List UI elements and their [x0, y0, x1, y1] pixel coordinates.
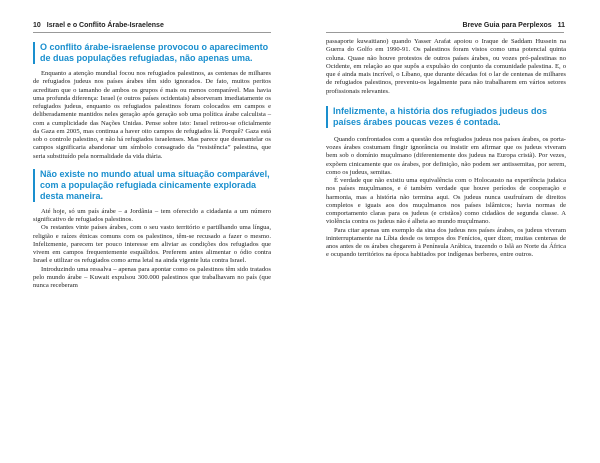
right-running-title: Breve Guia para Perplexos [462, 22, 552, 29]
right-callout-1 [326, 106, 566, 128]
right-paragraph: Para citar apenas um exemplo da sina dos judeus nos países árabes, os judeus viveram ininterruptamente na Líbia desde os tempos dos Fenícios, quer dizer, muitas centenas de anos antes de os árabes chegarem à Península Arábica, trazendo o Islã ao Norte da África e ocupando territórios na época habitados por indígenas berberes, entre outros. [326, 226, 566, 259]
right-page [300, 0, 600, 463]
left-page-number: 10 [33, 22, 41, 29]
left-page-content [33, 38, 271, 290]
left-callout-2 [33, 169, 271, 202]
left-paragraph: Introduzindo uma ressalva – apenas para apontar como os palestinos têm sido tratados pelo mundo árabe – Kuwait expulsou 300.000 palestinos que trabalhavam no país (que nunca receberam [33, 265, 271, 289]
left-paragraph: Enquanto a atenção mundial focou nos refugiados palestinos, as centenas de milhares de refugiados judeus nos países árabes têm sido ignorados. De fato, muitos peritos acreditam que o tamanho de ambos os grupos é mais ou menos comparável. Mas havia uma profunda diferença: Israel (e outros países ocidentais) absorveram imediatamente os refugiados judeus, enquanto os refugiados palestinos foram colocados em campos e deliberadamente mantidos neles geração após geração sob uma política árabe calculista – com a cumplicidade das Nações Unidas. Pense sobre isto: Israel retirou-se oficialmente da Gaza em 2005, mas continua a haver oito campos de refugiados lá. Porquê? Gaza está sob o controle palestino, e não há refugiados israelenses. Mas parece que desmantelar os campos significaria abandonar um símbolo consagrado da “resistência” palestina, que seria substituído pela normalidade da vida diária. [33, 70, 271, 160]
left-paragraph: Até hoje, só um país árabe – a Jordânia – tem oferecido a cidadania a um número significativo de refugiados palestinos. [33, 207, 271, 223]
left-callout-heading-2: Não existe no mundo atual uma situação comparável, com a população refugiada cinicamente explorada desta maneira. [40, 168, 270, 201]
left-callout-1 [33, 42, 271, 64]
right-page-number: 11 [557, 22, 565, 29]
right-header-rule [326, 32, 564, 33]
left-paragraph: Os restantes vinte países árabes, com o seu vasto território e partilhando uma língua, religião e raízes étnicas comuns com os palestinos, têm-se recusado a fazer o mesmo. Infelizmente, parecem ter pouco interesse em aliviar as condições dos refugiados que vivem em campos frequentemente esquálidos. Preferem antes alimentar o ódio contra Israel e utilizar os refugiados como arma letal na ainda vigente luta contra Israel. [33, 224, 271, 265]
left-running-head [33, 22, 164, 29]
right-page-content [326, 38, 566, 260]
right-paragraph: É verdade que não existiu uma equivalência com o Holocausto na experiência judaica nos países muçulmanos, e é também verdade que houve períodos de cooperação e harmonia, mas a história não termina aqui. Os judeus nunca usufruíram de direitos completos e iguais aos dos muçulmanos nos países islâmicos; havia normas de comportamento claras para os judeus (e cristãos) como cidadãos de segunda classe. A violência contra os judeus não é alheia ao mundo muçulmano. [326, 177, 566, 226]
left-page [0, 0, 296, 463]
left-callout-heading-1: O conflito árabe-israelense provocou o aparecimento de duas populações refugiadas, não apenas uma. [40, 42, 269, 63]
right-callout-heading-1: Infelizmente, a história dos refugiados judeus dos países árabes poucas vezes é contada. [333, 105, 548, 127]
left-header-rule [33, 32, 271, 33]
left-running-title: Israel e o Conflito Árabe-Israelense [46, 22, 164, 29]
right-paragraph: Quando confrontados com a questão dos refugiados judeus nos países árabes, os porta-vozes árabes costumam fingir ignorância ou insistir em afirmar que os judeus viveram bem sob o domínio muçulmano (diferentemente dos judeus na Europa cristã). Por vezes, expõem cinicamente que os árabes, por definição, não podem ser antissemitas, por serem, como os judeus, semitas. [326, 135, 566, 176]
right-running-head [463, 22, 565, 29]
right-paragraph: passaporte kuwaitiano) quando Yasser Arafat apoiou o Iraque de Saddam Hussein na Guerra do Golfo em 1990-91. Os palestinos foram vistos como uma potencial quinta coluna. Quase não houve protestos de outros países árabes, ou vozes pró-palestinas no Ocidente, em relação ao que supôs a expulsão do conjunto da comunidade palestina. E, o que é ainda mais incrível, o Líbano, que durante décadas foi o lar de centenas de milhares de refugiados palestinos, preveniu-os legalmente para não trabalharem em vários setores profissionais relevantes. [326, 38, 566, 95]
